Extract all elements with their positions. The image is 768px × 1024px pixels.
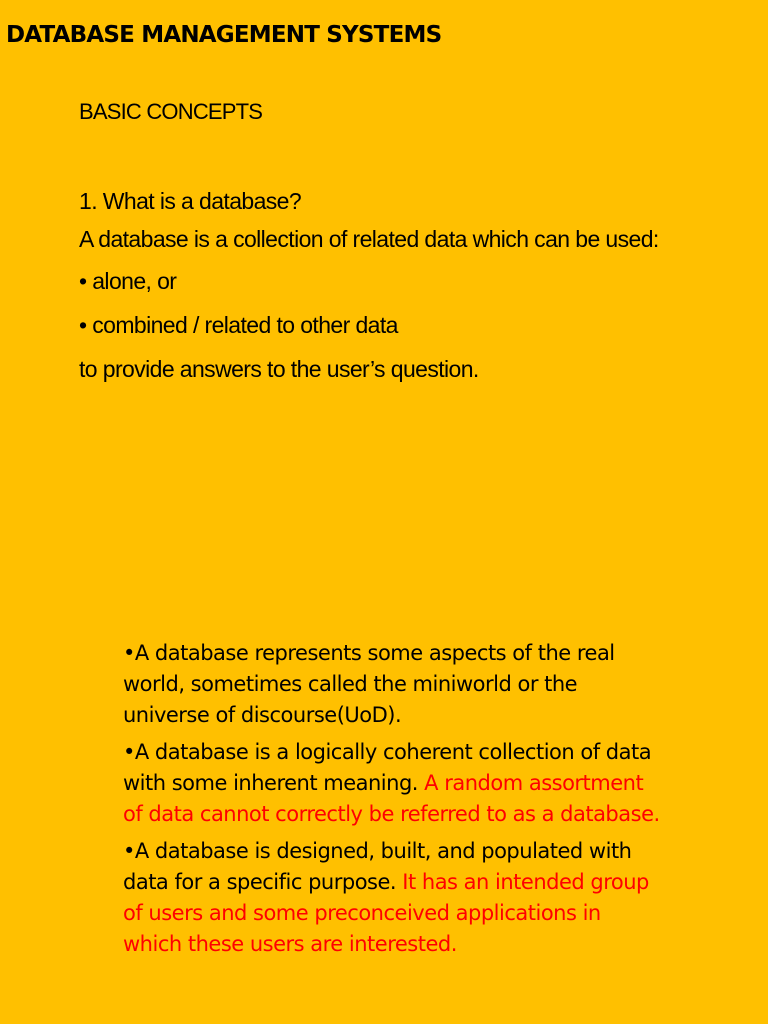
question-bullet-alone: • alone, or [79,268,177,294]
question-definition: A database is a collection of related data which can be used: [79,226,659,252]
point-text: •A database is a logically coherent collection of data with some inherent meaning. [123,740,652,795]
point-text: •A database is designed, built, and populated with data for a specific purpose. [123,839,632,894]
list-item [123,836,663,960]
question-block [79,184,719,386]
list-item [123,638,663,731]
slide-title: DATABASE MANAGEMENT SYSTEMS [6,22,442,48]
section-heading: BASIC CONCEPTS [79,99,263,124]
point-text: •A database represents some aspects of the real world, sometimes called the miniworld or the universe of discourse(UoD). [123,641,615,727]
database-characteristics-list [123,638,663,966]
point-highlight: A random assortment of data cannot correctly be referred to as a database. [123,771,660,826]
list-item [123,737,663,830]
question-bullet-combined: • combined / related to other data [79,312,398,338]
point-highlight: It has an intended group of users and some preconceived applications in which these users are interested. [123,870,649,956]
question-title: 1. What is a database? [79,188,302,214]
question-conclusion: to provide answers to the user’s question. [79,356,479,382]
